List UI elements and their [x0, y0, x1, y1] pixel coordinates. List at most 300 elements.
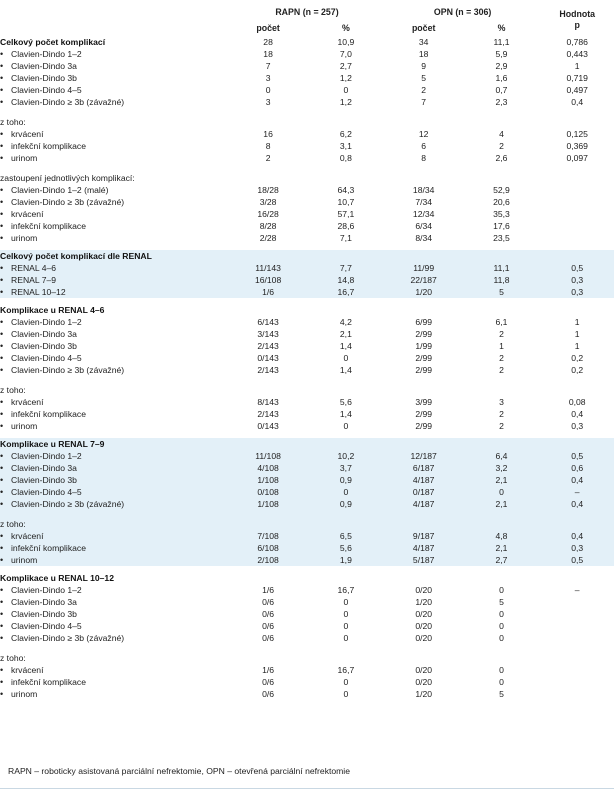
rapn-count-cell: 1/108 [229, 498, 307, 510]
rapn-count-cell: 1/6 [262, 585, 275, 595]
row-label: Clavien-Dindo 3a [11, 597, 77, 607]
opn-percent-cell: 0 [499, 609, 504, 619]
rapn-count-cell: 6/108 [229, 542, 307, 554]
row-label: urinom [11, 233, 38, 243]
row-label: Clavien-Dindo ≥ 3b (závažné) [11, 499, 125, 509]
rapn-count-cell: 18 [263, 49, 273, 59]
rapn-count-cell: 0/6 [262, 633, 275, 643]
subheader-row [0, 20, 614, 36]
pvalue-cell: 0,443 [566, 49, 588, 59]
table-row [0, 262, 614, 274]
row-label: RENAL 4–6 [11, 263, 57, 273]
opn-count-cell: 2/99 [415, 421, 433, 431]
bullet-icon: • [0, 365, 4, 375]
opn-count-cell [385, 572, 463, 584]
table-row [0, 420, 614, 432]
row-label: Clavien-Dindo 4–5 [11, 353, 82, 363]
opn-percent-cell: 2 [499, 421, 504, 431]
row-label: Clavien-Dindo 4–5 [11, 621, 82, 631]
rapn-percent-cell: 10,7 [337, 197, 355, 207]
opn-percent-cell: 52,9 [493, 185, 510, 195]
spacer-row [0, 644, 614, 652]
opn-percent-cell: 0 [499, 621, 504, 631]
bullet-icon: • [0, 287, 4, 297]
rapn-count-cell: 28 [263, 37, 273, 47]
rapn-group-header: RAPN (n = 257) [275, 7, 339, 17]
rapn-percent-cell: 1,2 [339, 97, 352, 107]
row-label: krvácení [11, 209, 44, 219]
bullet-icon: • [0, 73, 4, 83]
pvalue-cell: 0,097 [566, 153, 588, 163]
opn-count-cell: 2/99 [415, 409, 433, 419]
pvalue-cell [540, 172, 614, 184]
opn-percent-cell [463, 172, 541, 184]
row-label: zastoupení jednotlivých komplikací: [0, 173, 135, 183]
opn-percent-cell: 0 [463, 486, 541, 498]
bullet-icon: • [0, 85, 4, 95]
opn-percent-cell: 2 [499, 353, 504, 363]
row-label: Celkový počet komplikací [0, 37, 106, 47]
table-row [0, 60, 614, 72]
pvalue-cell [540, 688, 614, 700]
table-row [0, 184, 614, 196]
opn-count-cell: 7/34 [415, 197, 433, 207]
bullet-icon: • [0, 397, 4, 407]
row-label: Clavien-Dindo 1–2 [11, 317, 82, 327]
opn-group-header: OPN (n = 306) [433, 7, 492, 17]
row-label: Clavien-Dindo ≥ 3b (závažné) [11, 197, 125, 207]
pvalue-cell: 1 [574, 341, 580, 351]
row-label: urinom [11, 689, 38, 699]
opn-percent-cell: 2,1 [463, 542, 541, 554]
opn-count-cell: 3/99 [415, 397, 433, 407]
rapn-count-cell: 7/108 [229, 530, 307, 542]
opn-percent-cell: 0 [499, 665, 504, 675]
bullet-icon: • [0, 665, 4, 675]
bullet-icon: • [0, 499, 4, 509]
opn-percent-header: % [497, 23, 506, 33]
bullet-icon: • [0, 233, 4, 243]
pvalue-cell: – [540, 486, 614, 498]
opn-percent-cell: 23,5 [493, 233, 510, 243]
pvalue-cell: 0,5 [540, 450, 614, 462]
row-label: Clavien-Dindo 1–2 [11, 49, 82, 59]
pvalue-cell: 0,5 [540, 554, 614, 566]
rapn-percent-cell [307, 250, 385, 262]
row-label: Clavien-Dindo 3a [11, 329, 77, 339]
row-label: Clavien-Dindo 3b [11, 475, 77, 485]
opn-count-cell [385, 304, 463, 316]
bullet-icon: • [0, 97, 4, 107]
opn-count-cell: 9 [421, 61, 427, 71]
table-row [0, 152, 614, 164]
rapn-count-cell: 1/6 [262, 665, 275, 675]
rapn-percent-cell [307, 172, 385, 184]
pvalue-cell: 1 [574, 317, 580, 327]
pvalue-cell [540, 250, 614, 262]
rapn-percent-cell [307, 116, 385, 128]
table-row [0, 676, 614, 688]
footer-divider [0, 788, 614, 789]
table-row [0, 620, 614, 632]
opn-percent-cell: 17,6 [493, 221, 510, 231]
pvalue-cell: 0,3 [540, 542, 614, 554]
pvalue-cell [540, 232, 614, 244]
pvalue-cell [540, 572, 614, 584]
rapn-percent-cell: 6,5 [307, 530, 385, 542]
rapn-percent-cell: 5,6 [307, 542, 385, 554]
opn-count-cell: 34 [418, 37, 429, 47]
rapn-count-cell [229, 438, 307, 450]
table-row [0, 542, 614, 554]
pvalue-cell [540, 632, 614, 644]
pvalue-cell: 0,2 [571, 353, 584, 363]
opn-count-cell: 5/187 [385, 554, 463, 566]
bullet-icon: • [0, 597, 4, 607]
rapn-count-cell [229, 518, 307, 530]
row-label: urinom [11, 153, 38, 163]
pvalue-cell [540, 438, 614, 450]
rapn-percent-cell: 28,6 [337, 221, 355, 231]
rapn-count-cell: 0/6 [262, 597, 275, 607]
opn-percent-cell: 4 [499, 129, 504, 139]
rapn-percent-cell: 3,1 [339, 141, 352, 151]
rapn-count-cell: 0/143 [257, 421, 279, 431]
rapn-count-cell [229, 172, 307, 184]
opn-percent-cell: 6,4 [463, 450, 541, 462]
rapn-percent-cell: 10,9 [337, 37, 355, 47]
opn-percent-cell: 2 [499, 409, 504, 419]
opn-count-cell: 8/34 [415, 233, 433, 243]
opn-percent-cell: 5 [499, 689, 504, 699]
pvalue-cell: – [574, 585, 580, 595]
opn-count-header: počet [411, 23, 436, 33]
opn-percent-cell [463, 572, 541, 584]
bullet-icon: • [0, 153, 4, 163]
rapn-count-cell: 1/108 [229, 474, 307, 486]
opn-percent-cell: 1,6 [495, 73, 508, 83]
pvalue-cell [540, 676, 614, 688]
pvalue-cell: 0,3 [540, 274, 614, 286]
pvalue-cell [540, 208, 614, 220]
bullet-icon: • [0, 409, 4, 419]
rapn-percent-cell: 1,4 [339, 341, 352, 351]
subsection-label-row [0, 172, 614, 184]
rapn-percent-cell: 57,1 [337, 209, 355, 219]
rapn-percent-cell: 0 [343, 633, 349, 643]
row-label: RENAL 7–9 [11, 275, 57, 285]
rapn-count-cell: 8 [265, 141, 271, 151]
rapn-count-cell: 2/28 [259, 233, 277, 243]
table-row [0, 328, 614, 340]
opn-percent-cell [463, 384, 541, 396]
table-row [0, 462, 614, 474]
rapn-count-cell [229, 384, 307, 396]
table-row [0, 408, 614, 420]
row-label: z toho: [0, 117, 26, 127]
opn-count-cell [385, 384, 463, 396]
row-label: z toho: [0, 385, 26, 395]
subsection-label-row [0, 652, 614, 664]
opn-count-cell [385, 652, 463, 664]
row-label: Komplikace u RENAL 10–12 [0, 573, 114, 583]
pvalue-cell [540, 664, 614, 676]
rapn-percent-cell: 0 [343, 677, 349, 687]
rapn-count-cell: 2/143 [257, 365, 279, 375]
pvalue-header-line2: p [574, 20, 580, 30]
pvalue-cell: 1 [574, 61, 580, 71]
pvalue-header [540, 4, 614, 36]
opn-percent-cell: 0 [499, 585, 504, 595]
rapn-percent-cell: 2,1 [339, 329, 352, 339]
bullet-icon: • [0, 263, 4, 273]
section-header-row [0, 250, 614, 262]
rapn-percent-cell: 16,7 [337, 585, 355, 595]
table-row [0, 498, 614, 510]
rapn-percent-cell [307, 518, 385, 530]
row-label: Clavien-Dindo 3a [11, 463, 77, 473]
rapn-percent-cell: 0 [343, 609, 349, 619]
table-row [0, 486, 614, 498]
table-row [0, 84, 614, 96]
subsection-label-row [0, 384, 614, 396]
opn-percent-cell: 3,2 [463, 462, 541, 474]
opn-count-cell: 12/187 [385, 450, 463, 462]
rapn-count-cell: 0/6 [262, 609, 275, 619]
bullet-icon: • [0, 463, 4, 473]
opn-count-cell: 9/187 [385, 530, 463, 542]
pvalue-cell [540, 620, 614, 632]
opn-count-cell: 1/20 [415, 597, 433, 607]
opn-count-cell: 6/187 [385, 462, 463, 474]
rapn-count-cell: 0/108 [229, 486, 307, 498]
rapn-percent-cell: 1,4 [339, 409, 352, 419]
row-label: Clavien-Dindo 4–5 [11, 85, 82, 95]
row-label: Komplikace u RENAL 4–6 [0, 305, 105, 315]
opn-percent-cell: 0 [499, 677, 504, 687]
section-header-row [0, 36, 614, 48]
bullet-icon: • [0, 129, 4, 139]
table-row [0, 596, 614, 608]
row-label: Clavien-Dindo 3b [11, 73, 77, 83]
table-row [0, 140, 614, 152]
bullet-icon: • [0, 543, 4, 553]
opn-percent-cell: 11,8 [463, 274, 541, 286]
opn-percent-cell: 2,9 [495, 61, 508, 71]
row-label: Clavien-Dindo ≥ 3b (závažné) [11, 365, 125, 375]
row-label: Clavien-Dindo ≥ 3b (závažné) [11, 633, 125, 643]
opn-percent-cell [463, 652, 541, 664]
group-header-row [0, 4, 614, 20]
bullet-icon: • [0, 275, 4, 285]
rapn-count-cell [229, 116, 307, 128]
pvalue-cell [540, 596, 614, 608]
opn-count-cell: 6 [421, 141, 427, 151]
opn-percent-cell: 2,6 [495, 153, 508, 163]
row-label: z toho: [0, 519, 26, 529]
table-row [0, 232, 614, 244]
table-row [0, 128, 614, 140]
pvalue-cell: 0,08 [568, 397, 586, 407]
table-row [0, 72, 614, 84]
rapn-percent-cell: 4,2 [339, 317, 352, 327]
opn-count-cell: 12 [418, 129, 429, 139]
opn-percent-cell: 35,3 [493, 209, 510, 219]
opn-percent-cell: 11,1 [463, 262, 541, 274]
pvalue-cell [540, 518, 614, 530]
label-column-header [0, 4, 229, 20]
rapn-percent-cell: 16,7 [337, 665, 355, 675]
opn-percent-cell: 5,9 [495, 49, 508, 59]
table-row [0, 286, 614, 298]
opn-percent-cell: 2,1 [463, 474, 541, 486]
opn-count-cell: 0/20 [415, 633, 433, 643]
table-row [0, 208, 614, 220]
rapn-percent-cell: 1,4 [339, 365, 352, 375]
table-row [0, 364, 614, 376]
bullet-icon: • [0, 677, 4, 687]
opn-percent-cell: 2,7 [463, 554, 541, 566]
pvalue-header-line1: Hodnota [559, 9, 596, 19]
opn-count-cell: 0/20 [415, 621, 433, 631]
opn-percent-cell [463, 438, 541, 450]
opn-count-cell: 18/34 [412, 185, 435, 195]
rapn-percent-cell [307, 652, 385, 664]
opn-count-cell: 0/187 [385, 486, 463, 498]
opn-count-cell: 4/187 [385, 498, 463, 510]
row-label: Clavien-Dindo 3a [11, 61, 77, 71]
rapn-count-cell: 3 [265, 73, 271, 83]
rapn-percent-cell: 0 [343, 85, 349, 95]
row-label: Celkový počet komplikací dle RENAL [0, 251, 152, 261]
table-row [0, 274, 614, 286]
pvalue-cell: 0,2 [571, 365, 584, 375]
table-row [0, 530, 614, 542]
subsection-label-row [0, 518, 614, 530]
rapn-percent-cell: 0 [343, 689, 349, 699]
rapn-count-header: počet [256, 23, 280, 33]
opn-count-cell: 8 [421, 153, 427, 163]
rapn-count-cell: 3/28 [259, 197, 277, 207]
rapn-count-cell: 4/108 [229, 462, 307, 474]
rapn-count-cell: 16 [263, 129, 273, 139]
rapn-percent-cell: 6,2 [339, 129, 352, 139]
rapn-count-cell: 0/6 [262, 689, 275, 699]
row-label: Clavien-Dindo 1–2 (malé) [11, 185, 109, 195]
pvalue-cell [540, 304, 614, 316]
opn-count-cell: 1/20 [385, 286, 463, 298]
bullet-icon: • [0, 487, 4, 497]
opn-count-cell: 11/99 [385, 262, 463, 274]
opn-percent-cell [463, 116, 541, 128]
bullet-icon: • [0, 555, 4, 565]
table-row [0, 450, 614, 462]
rapn-count-cell: 11/143 [229, 262, 307, 274]
opn-percent-cell: 6,1 [495, 317, 508, 327]
rapn-count-cell: 18/28 [257, 185, 279, 195]
bullet-icon: • [0, 531, 4, 541]
spacer-row [0, 376, 614, 384]
table-row [0, 584, 614, 596]
rapn-count-cell: 8/28 [259, 221, 277, 231]
rapn-count-cell: 11/108 [229, 450, 307, 462]
rapn-percent-cell: 3,7 [307, 462, 385, 474]
row-label: krvácení [11, 531, 44, 541]
bullet-icon: • [0, 585, 4, 595]
pvalue-cell [540, 116, 614, 128]
rapn-percent-cell: 0 [307, 486, 385, 498]
row-label: Clavien-Dindo ≥ 3b (závažné) [11, 97, 125, 107]
bullet-icon: • [0, 221, 4, 231]
rapn-count-cell: 16/108 [229, 274, 307, 286]
pvalue-cell: 0,786 [566, 37, 588, 47]
opn-count-cell: 1/99 [415, 341, 433, 351]
complications-table [0, 4, 614, 700]
rapn-percent-cell: 2,7 [339, 61, 352, 71]
rapn-percent-cell: 5,6 [339, 397, 352, 407]
rapn-count-cell: 0/6 [262, 621, 275, 631]
rapn-percent-cell: 0,8 [339, 153, 352, 163]
opn-count-cell: 12/34 [412, 209, 435, 219]
opn-percent-cell [463, 518, 541, 530]
pvalue-cell: 0,6 [540, 462, 614, 474]
rapn-count-cell: 6/143 [257, 317, 279, 327]
row-label: Clavien-Dindo 1–2 [11, 451, 82, 461]
rapn-count-cell [229, 572, 307, 584]
rapn-percent-cell: 64,3 [337, 185, 355, 195]
rapn-count-cell: 1/6 [229, 286, 307, 298]
opn-count-cell [385, 250, 463, 262]
opn-count-cell: 0/20 [415, 585, 433, 595]
opn-count-cell: 7 [421, 97, 427, 107]
bullet-icon: • [0, 197, 4, 207]
table-row [0, 474, 614, 486]
table-row [0, 396, 614, 408]
row-label: infekční komplikace [11, 409, 86, 419]
opn-percent-cell [463, 250, 541, 262]
pvalue-cell: 0,369 [566, 141, 588, 151]
spacer-row [0, 164, 614, 172]
row-label: infekční komplikace [11, 543, 86, 553]
rapn-percent-cell: 1,9 [307, 554, 385, 566]
opn-count-cell: 18 [418, 49, 429, 59]
rapn-percent-cell: 1,2 [339, 73, 352, 83]
rapn-count-cell: 0/6 [262, 677, 275, 687]
bullet-icon: • [0, 621, 4, 631]
rapn-count-cell [229, 250, 307, 262]
table-row [0, 96, 614, 108]
bullet-icon: • [0, 141, 4, 151]
pvalue-cell: 1 [574, 329, 580, 339]
rapn-count-cell: 0 [265, 85, 271, 95]
row-label: infekční komplikace [11, 141, 86, 151]
section-header-row [0, 438, 614, 450]
row-label: krvácení [11, 129, 44, 139]
opn-count-cell: 0/20 [415, 609, 433, 619]
spacer-row [0, 108, 614, 116]
bullet-icon: • [0, 353, 4, 363]
rapn-percent-cell [307, 438, 385, 450]
rapn-count-cell: 2/143 [257, 341, 279, 351]
opn-percent-cell [463, 304, 541, 316]
bullet-icon: • [0, 633, 4, 643]
bullet-icon: • [0, 451, 4, 461]
opn-percent-cell: 5 [499, 597, 504, 607]
pvalue-cell: 0,3 [540, 286, 614, 298]
rapn-count-cell: 2 [265, 153, 271, 163]
bullet-icon: • [0, 329, 4, 339]
pvalue-cell [540, 652, 614, 664]
